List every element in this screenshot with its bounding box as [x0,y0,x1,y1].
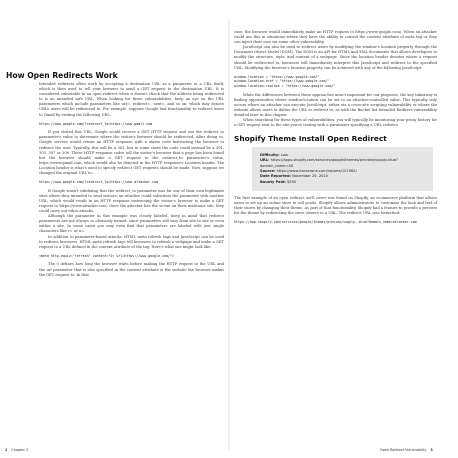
paragraph: Intended redirects often work by accepting a destination URL as a parameter in a URL itself, which is then used to tell your browser to send a GET request to the destination URL. It is considered vulnerable to an open redirect when it doesn't check that the address being redirected to is an intended safe URL. When looking for these vulnerabilities, keep an eye on the URL parameters which include parameters like url=, redirect=, next=, and so on, which may denote URLs users will be redirected to. For example, suppose Google had functionality to redirect users to Gmail by visiting the following URL: [39,82,224,117]
left-body-4 [39,262,224,277]
source-label: Source: [260,169,276,174]
running-head: Chapter 2 [11,448,29,452]
date-label: Date Reported: [260,174,291,179]
right-body [234,30,437,71]
right-page [234,30,453,440]
paragraph: In addition to parameter-based attacks, HTML meta refresh tags and JavaScript can be used to redirect browsers. HTML meta refresh tags tell browsers to refresh a webpage and make a GET request to a URL defined in the content attribute of the tag. Here's what one might look like: [39,234,224,249]
code-sample [234,75,453,89]
code-sample: https://www.google.com/?redirect_to=https://www.gmail.com [39,121,153,126]
difficulty-value: Low [280,153,288,158]
code-line: window.location.href = "https://www.google.com/" [234,79,330,84]
bounty-label: Bounty Paid: [260,179,286,184]
source-value: https://www.hackerone.com/reports/101962/ [276,169,357,174]
url-label: URL: [260,158,270,163]
paragraph: The first example of an open redirect we'll cover was found on Shopify, an ecommerce platform that allows users to set up an online store to sell goods. Shopify allows administrators to customize the look and feel of their stores by changing their theme. As part of that functionality, Shopify had a feature to provide a preview for the theme by redirecting the store owners to a URL. The redirect URL was formatted: [234,195,437,216]
paragraph: When searching for these types of vulnerabilities, you will typically be monitoring your proxy history for a GET request sent to the site you're testing with a parameter specifying a URL redirect. [234,118,437,128]
info-box [252,147,433,191]
left-body-3 [39,189,224,250]
paragraph: JavaScript can also be used to redirect users by modifying the window's location property through the Document Object Model (DOM). The DOM is an API for HTML and XML documents that allows developers to modify the structure, style, and content of a webpage. Since the location header denotes where a request should be redirected to, browsers will immediately interpret this JavaScript and redirect to the specified URL. Modifying the browser's location property can be achieved with any of the following JavaScript: [234,45,437,70]
left-body-2 [39,130,224,176]
paragraph: The 0 defines how long the browser waits before making the HTTP request to the URL and the url parameter that is also specified in the content attribute is the website the browser makes the GET request to. In that [39,262,224,277]
right-body-2 [234,93,437,129]
running-head: Open Redirect Vulnerability [380,448,427,452]
folio-left [5,448,28,452]
page-number: 3 [430,448,433,452]
page-number: 2 [5,448,8,452]
code-sample: https://app.shopify.com/services/google/themes/preview/supply--blue?domain_name=attacker.com [234,220,417,225]
code-sample: <meta http-equiv="refresh" content="0; url=https://www.google.com/"> [39,253,174,258]
bounty-row [260,180,425,185]
code-sample: https://www.google.com/?redirect_to=https://www.attacker.com [39,180,159,185]
right-body-3 [234,196,437,216]
left-page [5,30,224,440]
paragraph: If you visited this URL, Google would receive a GET HTTP request and use the redirect_to parameter's value to determine where the visitor's browser should be redirected. After doing so, Google servers would return an HTTP response with a status code instructing the browser to redirect the user. Typically, this will be a 302, but in some cases the code could instead be a 301, 303, 307 or 308. These HTTP response codes tell the visitor's browser that a page has been found but the browser should make a GET request to the redirect_to parameter's value, https://www.gmail.com, which would also be denoted in the HTTP response's Location header. The Location header is what's used to specify redirect GET requests should be made. Now, suppose we changed the original URL to: [39,130,224,175]
code-line: window.location.replace = "https://www.google.com/" [234,83,336,88]
paragraph: While the differences between these approaches aren't important for our purposes, the key takeaway is finding opportunities where window.location can be set to an attacker-controlled value. This typically only occurs where an attacker can execute JavaScript, either via a cross-site scripting vulnerability or where the website allows users to define the URL to redirect to, as with the Bucket list Intended Redirect vulnerability detailed later in this chapter. [234,92,437,117]
bounty-value: $500 [287,179,297,184]
date-value: November 25, 2015 [292,174,328,179]
paragraph: case, the browser would immediately make an HTTP request to https://www.google.com/. When an attacker could use this in situations where they have the ability to control the content attribute of meta tag or they can inject their own via some other vulnerability. [234,30,437,45]
difficulty-label: Difficulty: [260,153,280,158]
section-heading: How Open Redirects Work [6,71,118,80]
paragraph: Although the parameter in this example was clearly labeled, keep in mind that redirect parameters are not always so obviously named, since parameters will vary from site to site or even within a site. In some cases you may even find that parameters are labeled with just single characters like r= or u=. [39,214,224,234]
url-row [260,158,425,169]
gutter [228,20,230,450]
left-body [39,82,224,118]
paragraph: If Google wasn't validating that the redirect_to parameter was for one of their own legitimate sites where they intended to send visitors, an attacker could substitute the parameter with another URL, which would result in an HTTP response instructing the visitor's browser to make a GET request to https://www.attacker.com. Once the attacker has the victim on their malicious site, they could carry out other attacks. [39,188,224,214]
code-line: window.location = "https://www.google.com/" [234,74,320,79]
section-heading: Shopify Theme Install Open Redirect [234,134,387,144]
url-value: https://apps.shopify.com/services/google/themes/preview/supply-blue?domain_name=XX [260,158,398,168]
folio-right [380,448,433,452]
